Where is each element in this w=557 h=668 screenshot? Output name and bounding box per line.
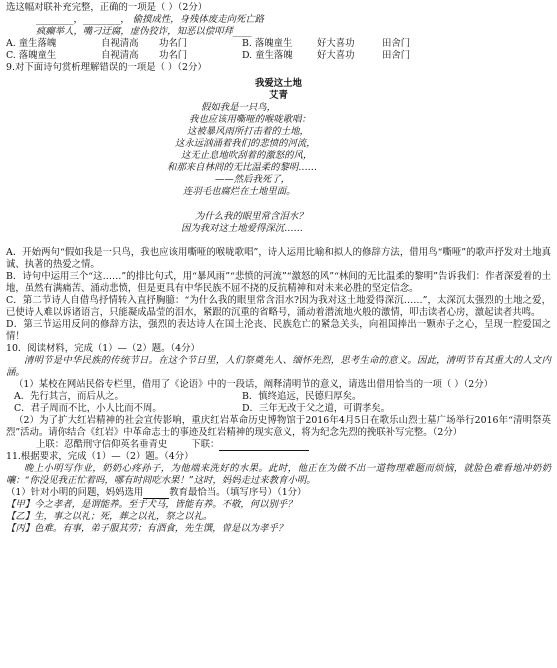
q8-option-d-3: 田舍门: [382, 50, 411, 62]
poem-author: 艾青: [269, 90, 288, 102]
poem-title: 我爱这土地: [255, 78, 302, 90]
q11-part1-text-2: 教育最恰当。（填写序号）（1分）: [169, 487, 307, 499]
q8-couplet-line2: 疯癫举人，嘴刁迂腐，虚伪狡诈，知恶以偿叩拜____: [36, 26, 252, 38]
couplet-upper: 上联：忍酷刑守信仰英名垂青史: [36, 439, 168, 451]
q8-option-d: D. 童生落魄: [242, 50, 293, 62]
q8-option-b: B. 落魄童生: [242, 38, 293, 50]
poem-stanza-1: [6, 102, 551, 198]
poem-line: 这无止息地吹刮着的激怒的风，: [181, 150, 313, 162]
poem-line: 这永远汹涌着我们的悲愤的河流，: [175, 138, 316, 150]
q8-option-c-3: 功名门: [159, 50, 188, 62]
poem-line: 这被暴风雨所打击着的土地，: [187, 126, 309, 138]
q9-option-a: A．开始两句“假如我是一只鸟，我也应该用嘶哑的喉咙歌唱”，诗人运用比喻和拟人的修辞方法，借用鸟“嘶哑”的歌声抒发对土地真诚、执著的热爱之情。: [6, 246, 551, 270]
q11-part1: [6, 487, 551, 499]
q8-option-row-1: [6, 38, 551, 50]
poem-line: ——然后我死了，: [215, 174, 291, 186]
q11-item-yi: 【乙】生，事之以礼；死，葬之以礼，祭之以礼。: [6, 511, 213, 523]
q11-part1-text: （1）针对小明的问题，妈妈选用: [6, 487, 144, 499]
q8-option-a: A. 童生落魄: [6, 38, 57, 50]
q10-part1-options-row2: [6, 403, 551, 415]
q9-option-b: B．诗句中运用三个“这……”的排比句式，用“暴风雨”“悲愤的河流”“激怒的风”“林间的无比温柔的黎明”告诉我们：作者深爱着的土地，虽然有满痛苦、涌动悲愤，但是更具有中华民族不屈不挠的反抗精神和对未来必胜的坚定信念。: [6, 270, 551, 294]
q8-blanks: ________，________，: [36, 14, 130, 26]
poem-stanza-2: [6, 211, 551, 235]
q10-part1: （1）某校在网站民俗专栏里，借用了《论语》中的一段话，阐释清明节的意义，请选出借用恰当的一项（ ）（2分）: [14, 378, 493, 390]
q8-stem: 选这幅对联补充完整，正确的一项是（ ）（2分）: [6, 2, 208, 13]
q10-part2: （2）为了扩大红岩精神的社会宣传影响，重庆红岩革命历史博物馆于2016年4月5日在歌乐山烈士墓广场举行2016年“清明祭英烈”活动。请你结合《红岩》中革命志士的事迹及红岩精神的现实意义，将为纪念先烈的挽联补写完整。（2分）: [6, 415, 551, 439]
poem-line: 和那来自林间的无比温柔的黎明……: [167, 162, 318, 174]
q10-option-d: D．三年无改于父之道，可谓孝矣。: [242, 402, 391, 414]
q9-option-c: C．第二节诗人自借鸟抒情转入直抒胸臆：“为什么我的眼里常含泪水?因为我对这土地爱得深沉……”，太深沉太强烈的土地之爱，已使诗人难以诉诸语言，只能凝成晶莹的泪水，紧跟的沉重的省略号，涌动着潜流地火般的激情，叩击读者心房，激起读者共鸣。: [6, 294, 551, 318]
q8-option-b-2: 好大喜功: [317, 38, 355, 50]
q8-option-c: C. 落魄童生: [6, 50, 57, 62]
q11-answer-blank[interactable]: [143, 489, 169, 499]
q10-option-b: B．慎终追远，民德归厚矣。: [242, 390, 362, 402]
q9-option-d: D．第三节运用反问的修辞方法，强烈的表达诗人在国土沦丧、民族危亡的紧急关头，向祖国捧出一颗赤子之心，呈现一腔爱国之情！: [6, 318, 551, 342]
poem-line: 为什么我的眼里常含泪水？: [195, 210, 308, 222]
q8-couplet-line1: [6, 14, 551, 26]
q8-option-d-2: 好大喜功: [317, 50, 355, 62]
poem-line: 连羽毛也腐烂在土地里面。: [183, 186, 296, 198]
q10-option-a: A．先行其言，而后从之。: [14, 390, 124, 402]
q11-item-bing: 【丙】色难。有事，弟子服其劳；有酒食，先生馔，曾是以为孝乎？: [6, 523, 288, 535]
couplet-lower-label: 下联：: [191, 439, 220, 451]
q10-passage: 清明节是中华民族的传统节日。在这个节日里，人们祭奠先人、缅怀先烈，思考生命的意义。因此，清明节有其重大的人文内涵。: [6, 354, 551, 378]
q8-option-b-3: 田舍门: [382, 38, 411, 50]
q11-stem: 11.根据要求，完成（1）—（2）题。（4分）: [6, 451, 194, 463]
poem-line: 我也应该用嘶哑的喉咙歌唱：: [189, 114, 311, 126]
q9-stem: 9.对下面诗句赏析理解错误的一项是（ ）（2分）: [6, 62, 207, 74]
poem-line: 因为我对这土地爱得深沉……: [181, 222, 303, 234]
q10-option-c: C．君子周而不比，小人比而不周。: [14, 402, 162, 414]
q10-part1-options-row1: [6, 391, 551, 403]
poem-line: 假如我是一只鸟，: [201, 102, 277, 114]
q8-option-row-2: [6, 50, 551, 62]
q8-option-a-2: 自视清高: [101, 38, 139, 50]
q8-option-a-3: 功名门: [159, 38, 188, 50]
q10-couplet: [6, 439, 551, 451]
q11-passage: 晚上小明写作业，奶奶心疼孙子，为他端来洗好的水果。此时，他正在为做不出一道物理难题而烦恼，就脸色难看地冲奶奶嚷：“你没见我正忙着吗，哪有时间吃水果！”这时，妈妈走过来教育小明。: [6, 463, 551, 487]
q8-couplet-text1: 偷摸成性，身残体废走向死亡路: [132, 14, 265, 26]
q11-item-jia: 【甲】今之孝者，是谓能养。至于犬马，皆能有养。不敬，何以别乎？: [6, 499, 297, 511]
q10-stem: 10．阅读材料，完成（1）—（2）题。（4分）: [6, 342, 200, 354]
q8-option-c-2: 自视清高: [101, 50, 139, 62]
couplet-lower-blank[interactable]: [219, 441, 309, 451]
